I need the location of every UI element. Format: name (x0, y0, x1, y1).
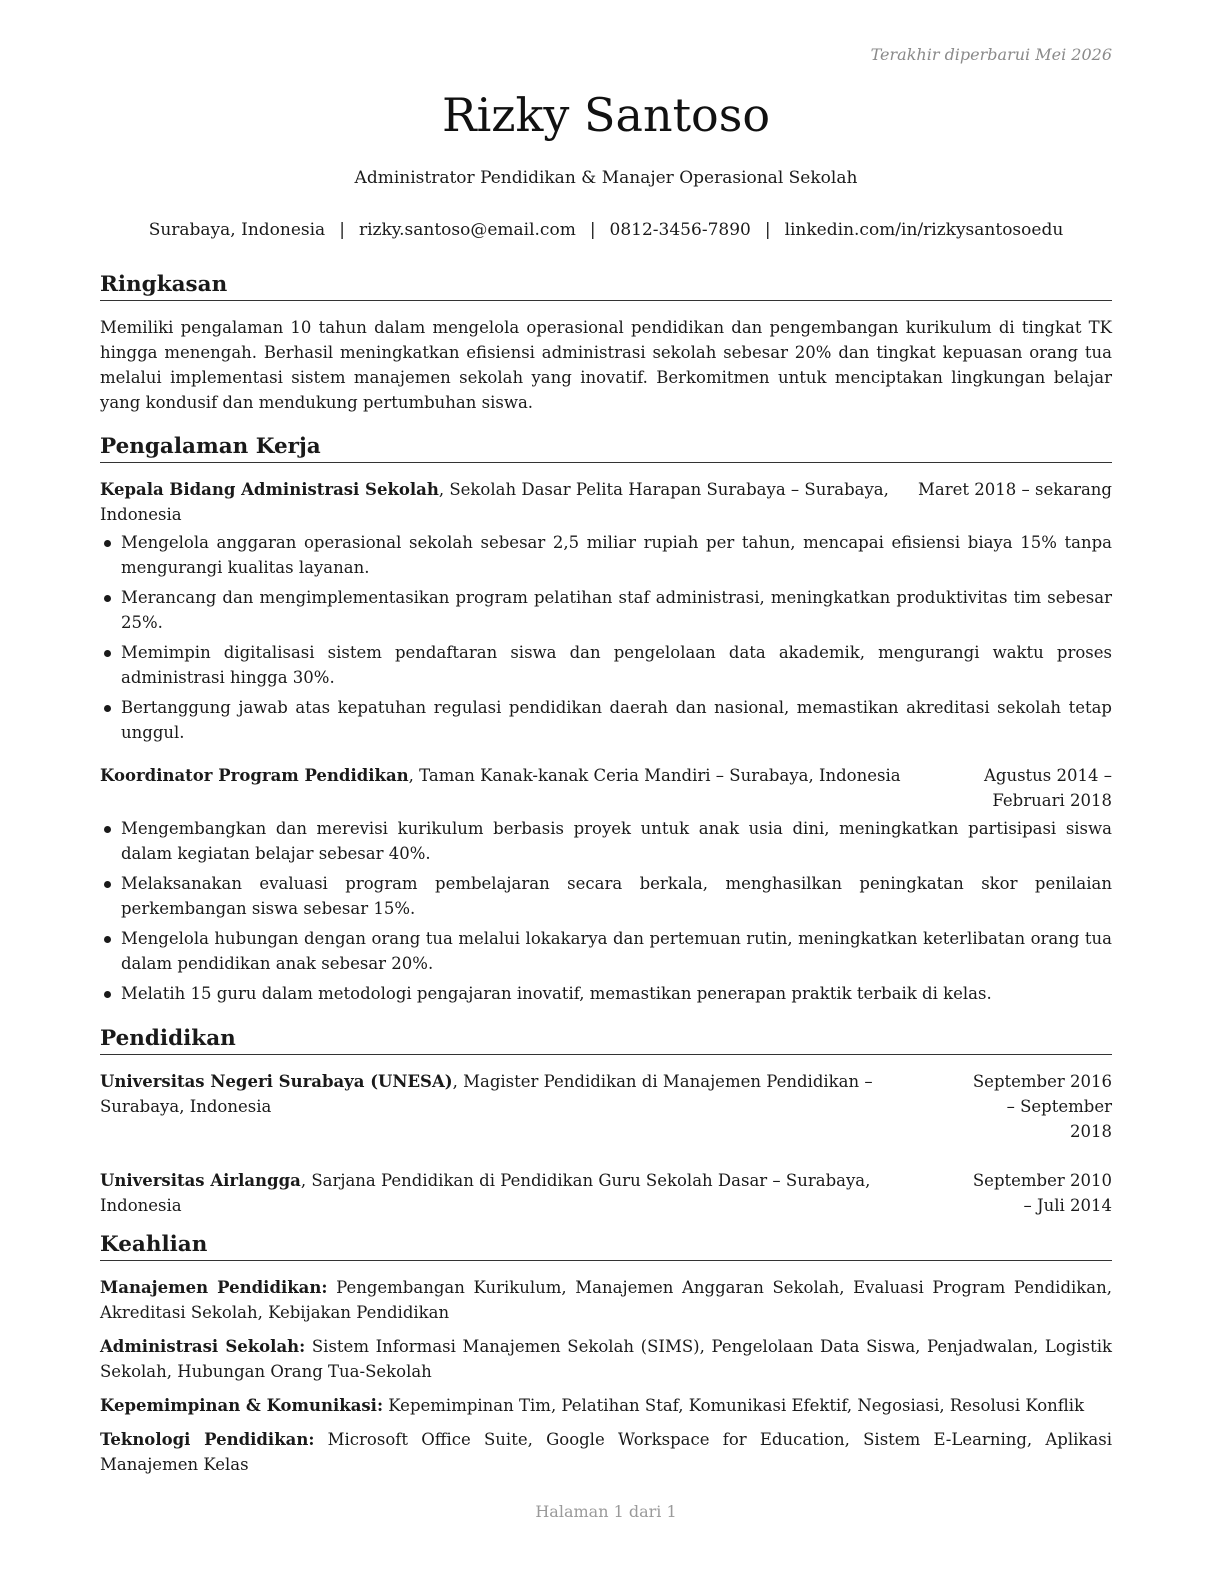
experience-bullet: Mengelola hubungan dengan orang tua melalui lokakarya dan pertemuan rutin, meningkatkan keterlibatan orang tua dalam pendidikan anak sebesar 20%. (100, 926, 1112, 976)
education-line (100, 1069, 956, 1119)
experience-entry (100, 477, 1112, 745)
education-entry (100, 1168, 1112, 1218)
education-section (100, 1024, 1112, 1218)
experience-dates: Agustus 2014 – Februari 2018 (983, 766, 1112, 810)
education-school: Universitas Negeri Surabaya (UNESA) (100, 1072, 453, 1091)
experience-header (100, 763, 1112, 813)
experience-bullet: Bertanggung jawab atas kepatuhan regulasi pendidikan daerah dan nasional, memastikan akreditasi sekolah tetap unggul. (100, 695, 1112, 745)
experience-role-line (100, 477, 902, 527)
experience-role: Koordinator Program Pendidikan (100, 766, 409, 785)
education-school: Universitas Airlangga (100, 1171, 301, 1190)
experience-bullets (100, 530, 1112, 745)
skill-value: Sistem Informasi Manajemen Sekolah (SIMS), Pengelolaan Data Siswa, Penjadwalan, Logistik Sekolah, Hubungan Orang Tua-Sekolah (100, 1337, 1113, 1381)
experience-dates: Maret 2018 – sekarang (918, 480, 1112, 499)
skill-label: Teknologi Pendidikan: (100, 1430, 315, 1449)
experience-bullet: Melatih 15 guru dalam metodologi pengajaran inovatif, memastikan penerapan praktik terbaik di kelas. (100, 981, 1112, 1006)
section-title-skills: Keahlian (100, 1230, 1112, 1261)
experience-entry (100, 763, 1112, 1006)
education-dates: September 2010 – Juli 2014 (972, 1171, 1112, 1215)
last-updated-note: Terakhir diperbarui Mei 2026 (870, 45, 1112, 64)
skill-value: Microsoft Office Suite, Google Workspace for Education, Sistem E-Learning, Aplikasi Manajemen Kelas (100, 1430, 1112, 1474)
contact-separator: | (764, 220, 771, 240)
education-line (100, 1168, 956, 1218)
skill-row (100, 1393, 1112, 1418)
experience-bullet: Melaksanakan evaluasi program pembelajaran secara berkala, menghasilkan peningkatan skor penilaian perkembangan siswa sebesar 15%. (100, 871, 1112, 921)
education-dates: September 2016 – September 2018 (972, 1072, 1112, 1141)
candidate-headline: Administrator Pendidikan & Manajer Operasional Sekolah (354, 168, 858, 188)
section-title-education: Pendidikan (100, 1024, 1112, 1055)
skill-row (100, 1427, 1112, 1477)
section-title-experience: Pengalaman Kerja (100, 432, 1112, 463)
education-detail: , Sarjana Pendidikan di Pendidikan Guru Sekolah Dasar – Surabaya, Indonesia (100, 1171, 871, 1215)
experience-bullets (100, 816, 1112, 1006)
experience-bullet: Mengelola anggaran operasional sekolah sebesar 2,5 miliar rupiah per tahun, mencapai efisiensi biaya 15% tanpa mengurangi kualitas layanan. (100, 530, 1112, 580)
skill-row (100, 1275, 1112, 1325)
skills-section (100, 1230, 1112, 1477)
skill-label: Administrasi Sekolah: (100, 1337, 306, 1356)
experience-org: , Sekolah Dasar Pelita Harapan Surabaya – Surabaya, Indonesia (100, 480, 889, 524)
skill-label: Kepemimpinan & Komunikasi: (100, 1396, 384, 1415)
contact-separator: | (339, 220, 345, 240)
contact-location: Surabaya, Indonesia (148, 220, 326, 240)
resume-body (100, 270, 1112, 1486)
contact-linkedin[interactable]: linkedin.com/in/rizkysantosoedu (784, 220, 1064, 240)
contact-line (100, 220, 1112, 240)
skill-value: Kepemimpinan Tim, Pelatihan Staf, Komunikasi Efektif, Negosiasi, Resolusi Konflik (383, 1396, 1085, 1415)
education-detail: , Magister Pendidikan di Manajemen Pendidikan – Surabaya, Indonesia (100, 1072, 873, 1116)
page-number: Halaman 1 dari 1 (535, 1502, 677, 1521)
experience-role-line (100, 763, 956, 788)
experience-bullet: Merancang dan mengimplementasikan program pelatihan staf administrasi, meningkatkan produktivitas tim sebesar 25%. (100, 585, 1112, 635)
skill-label: Manajemen Pendidikan: (100, 1278, 328, 1297)
experience-role: Kepala Bidang Administrasi Sekolah (100, 480, 439, 499)
summary-text: Memiliki pengalaman 10 tahun dalam mengelola operasional pendidikan dan pengembangan kurikulum di tingkat TK hingga menengah. Berhasil meningkatkan efisiensi administrasi sekolah sebesar 20% dan tingkat kepuasan orang tua melalui implementasi sistem manajemen sekolah yang inovatif. Berkomitmen untuk menciptakan lingkungan belajar yang kondusif dan mendukung pertumbuhan siswa. (100, 318, 1112, 412)
contact-separator: | (589, 220, 596, 240)
experience-header (100, 477, 1112, 527)
contact-email[interactable]: rizky.santoso@email.com (358, 220, 576, 240)
skill-row (100, 1334, 1112, 1384)
section-title-summary: Ringkasan (100, 270, 1112, 301)
contact-phone: 0812-3456-7890 (609, 220, 751, 240)
candidate-name: Rizky Santoso (441, 88, 771, 142)
experience-section (100, 432, 1112, 1006)
experience-bullet: Memimpin digitalisasi sistem pendaftaran siswa dan pengelolaan data akademik, mengurangi waktu proses administrasi hingga 30%. (100, 640, 1112, 690)
summary-section (100, 270, 1112, 415)
experience-org: , Taman Kanak-kanak Ceria Mandiri – Surabaya, Indonesia (408, 766, 901, 785)
education-entry (100, 1069, 1112, 1144)
skill-value: Pengembangan Kurikulum, Manajemen Anggaran Sekolah, Evaluasi Program Pendidikan, Akreditasi Sekolah, Kebijakan Pendidikan (100, 1278, 1112, 1322)
experience-bullet: Mengembangkan dan merevisi kurikulum berbasis proyek untuk anak usia dini, meningkatkan partisipasi siswa dalam kegiatan belajar sebesar 40%. (100, 816, 1112, 866)
resume-page (100, 0, 1112, 1584)
